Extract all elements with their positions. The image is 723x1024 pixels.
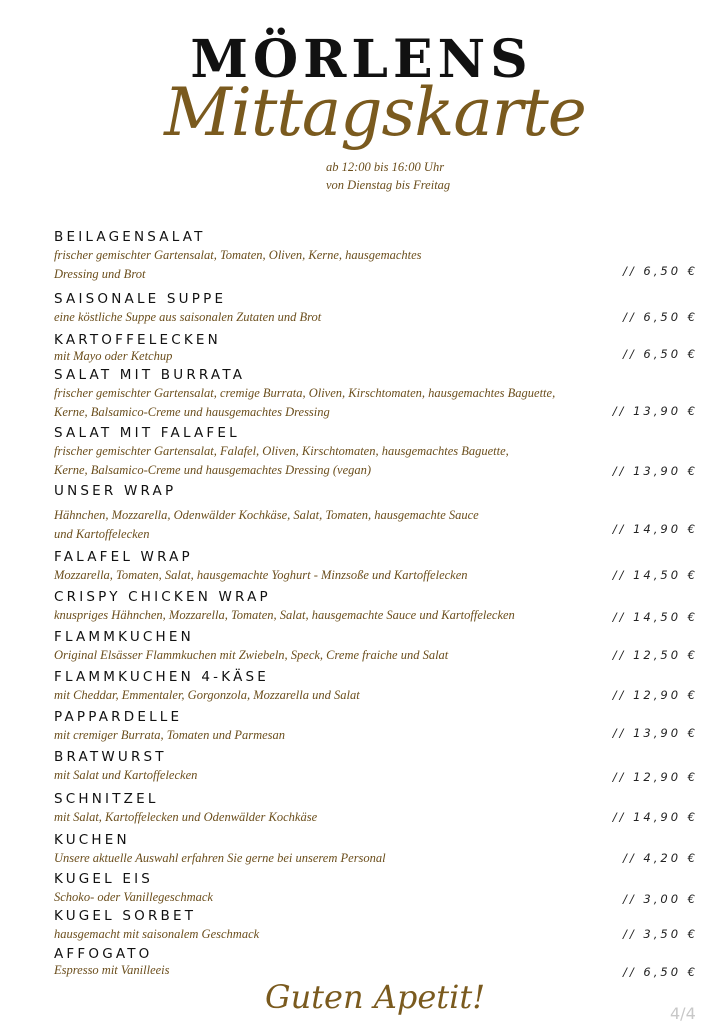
- item-name: SCHNITZEL: [54, 791, 159, 807]
- item-name: SALAT MIT FALAFEL: [54, 425, 240, 441]
- closing-greeting: Guten Apetit!: [265, 978, 486, 1016]
- item-name: FALAFEL WRAP: [54, 549, 193, 565]
- menu-item-flammkuchen: [54, 628, 698, 668]
- menu-item-kartoffelecken: [54, 331, 698, 366]
- hours-days: von Dienstag bis Freitag: [326, 178, 451, 192]
- item-description-line: mit Salat, Kartoffelecken und Odenwälder Kochkäse: [54, 810, 318, 824]
- restaurant-brand: MÖRLENS: [190, 29, 533, 90]
- menu-item-kugel-eis: [54, 870, 698, 907]
- item-description-line: Original Elsässer Flammkuchen mit Zwiebeln, Speck, Creme fraiche und Salat: [54, 648, 449, 662]
- item-price: // 14,50 €: [612, 610, 698, 624]
- item-description-line: mit Salat und Kartoffelecken: [54, 768, 198, 782]
- item-description-line: und Kartoffelecken: [54, 527, 150, 541]
- item-description-line: eine köstliche Suppe aus saisonalen Zutaten und Brot: [54, 310, 322, 324]
- item-price: // 14,50 €: [612, 568, 698, 582]
- item-price: // 12,90 €: [612, 770, 698, 784]
- item-description-line: knuspriges Hähnchen, Mozzarella, Tomaten, Salat, hausgemachte Sauce und Kartoffelecken: [54, 608, 515, 622]
- menu-item-flammkuchen-4-kaese: [54, 668, 698, 708]
- item-name: BRATWURST: [54, 749, 167, 765]
- menu-item-kugel-sorbet: [54, 907, 698, 945]
- menu-title: Mittagskarte: [164, 74, 586, 151]
- item-name: PAPPARDELLE: [54, 709, 183, 725]
- item-name: SAISONALE SUPPE: [54, 291, 227, 307]
- item-name: AFFOGATO: [54, 946, 153, 962]
- item-price: // 14,90 €: [612, 522, 698, 536]
- item-description-line: Dressing und Brot: [54, 267, 146, 281]
- item-price: // 12,50 €: [612, 648, 698, 662]
- item-description-line: Kerne, Balsamico-Creme und hausgemachtes Dressing: [54, 405, 330, 419]
- menu-item-bratwurst: [54, 748, 698, 790]
- menu-item-crispy-chicken-wrap: [54, 588, 698, 628]
- item-description-line: Mozzarella, Tomaten, Salat, hausgemachte Yoghurt - Minzsoße und Kartoffelecken: [54, 568, 468, 582]
- item-price: // 6,50 €: [623, 965, 698, 979]
- item-description-line: frischer gemischter Gartensalat, cremige Burrata, Oliven, Kirschtomaten, hausgemachtes Baguette,: [54, 386, 556, 400]
- menu-item-salat-falafel: [54, 424, 698, 482]
- item-price: // 6,50 €: [623, 310, 698, 324]
- item-description-line: mit cremiger Burrata, Tomaten und Parmesan: [54, 728, 286, 742]
- page-indicator: 4/4: [670, 1004, 696, 1023]
- item-description-line: mit Mayo oder Ketchup: [54, 349, 173, 363]
- item-name: FLAMMKUCHEN: [54, 629, 194, 645]
- item-description-line: mit Cheddar, Emmentaler, Gorgonzola, Mozzarella und Salat: [54, 688, 360, 702]
- item-description-line: Espresso mit Vanilleeis: [54, 963, 170, 977]
- menu-item-pappardelle: [54, 708, 698, 748]
- item-description-line: Schoko- oder Vanillegeschmack: [54, 890, 213, 904]
- item-price: // 6,50 €: [623, 264, 698, 278]
- item-description-line: frischer gemischter Gartensalat, Falafel, Oliven, Kirschtomaten, hausgemachtes Baguette,: [54, 444, 509, 458]
- item-price: // 12,90 €: [612, 688, 698, 702]
- item-name: CRISPY CHICKEN WRAP: [54, 589, 271, 605]
- item-description-line: Unsere aktuelle Auswahl erfahren Sie gerne bei unserem Personal: [54, 851, 386, 865]
- item-price: // 6,50 €: [623, 347, 698, 361]
- item-name: FLAMMKUCHEN 4-KÄSE: [54, 669, 270, 685]
- opening-hours: [326, 158, 450, 194]
- item-price: // 4,20 €: [623, 851, 698, 865]
- item-name: UNSER WRAP: [54, 483, 177, 499]
- item-description-line: frischer gemischter Gartensalat, Tomaten, Oliven, Kerne, hausgemachtes: [54, 248, 422, 262]
- menu-item-beilagensalat: [54, 228, 698, 290]
- item-name: BEILAGENSALAT: [54, 229, 206, 245]
- item-name: SALAT MIT BURRATA: [54, 367, 246, 383]
- menu-item-schnitzel: [54, 790, 698, 831]
- item-price: // 14,90 €: [612, 810, 698, 824]
- item-description-line: Hähnchen, Mozzarella, Odenwälder Kochkäse, Salat, Tomaten, hausgemachte Sauce: [54, 508, 479, 522]
- item-price: // 13,90 €: [612, 464, 698, 478]
- item-price: // 3,50 €: [623, 927, 698, 941]
- item-description-line: hausgemacht mit saisonalem Geschmack: [54, 927, 260, 941]
- item-name: KUGEL SORBET: [54, 908, 197, 924]
- menu-item-salat-burrata: [54, 366, 698, 424]
- item-price: // 13,90 €: [612, 726, 698, 740]
- item-name: KUCHEN: [54, 832, 130, 848]
- item-price: // 13,90 €: [612, 404, 698, 418]
- item-name: KUGEL EIS: [54, 871, 154, 887]
- menu-list: [54, 228, 698, 985]
- item-description-line: Kerne, Balsamico-Creme und hausgemachtes Dressing (vegan): [54, 463, 372, 477]
- item-price: // 3,00 €: [623, 892, 698, 906]
- item-name: KARTOFFELECKEN: [54, 332, 221, 348]
- menu-item-saisonale-suppe: [54, 290, 698, 331]
- menu-item-unser-wrap: [54, 482, 698, 548]
- menu-item-falafel-wrap: [54, 548, 698, 588]
- hours-time: ab 12:00 bis 16:00 Uhr: [326, 160, 445, 174]
- menu-item-kuchen: [54, 831, 698, 870]
